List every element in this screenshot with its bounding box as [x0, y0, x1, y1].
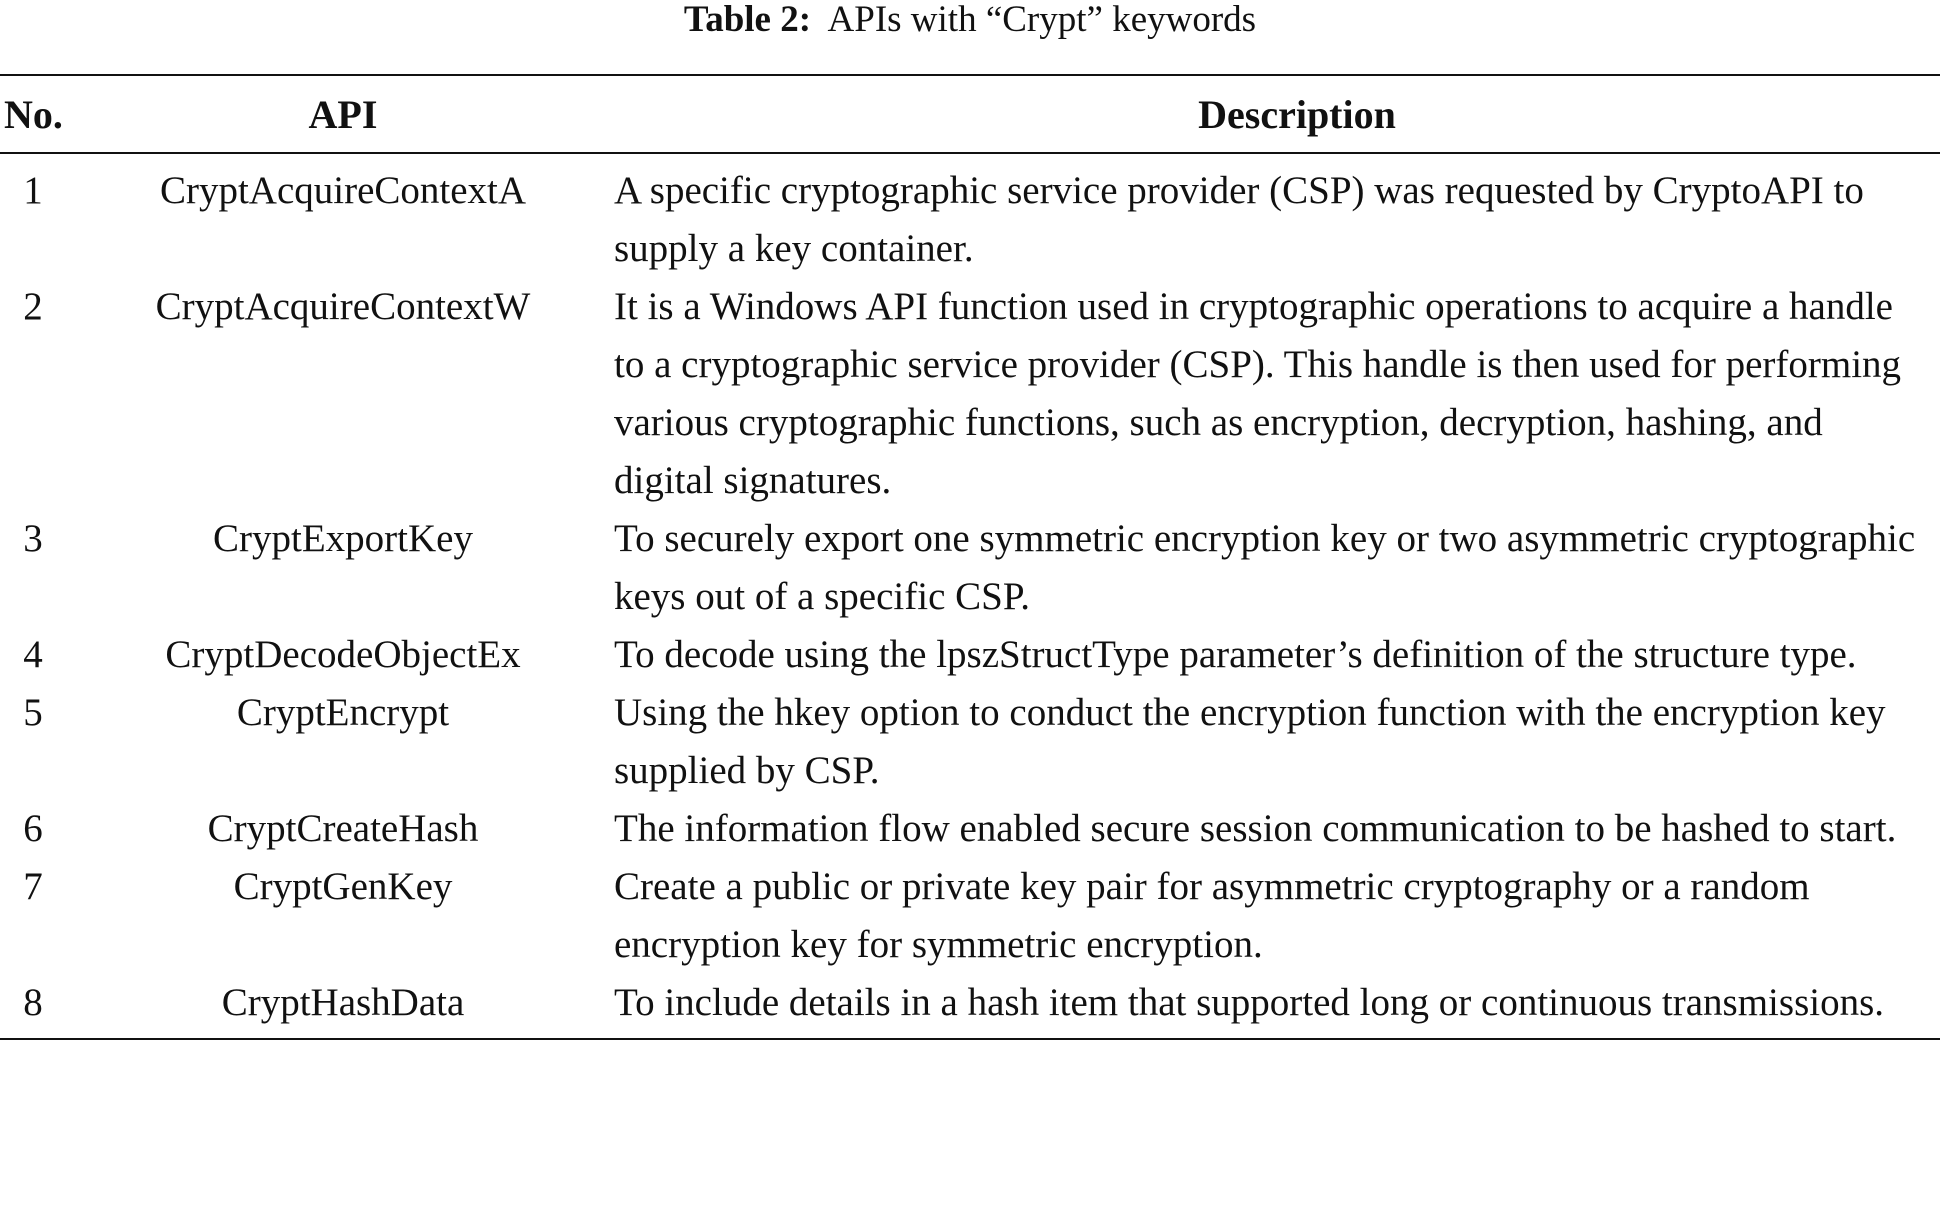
- table-caption: [0, 0, 1940, 44]
- crypt-api-table: [0, 74, 1940, 1040]
- table-row: [0, 153, 1940, 278]
- cell-description: Using the hkey option to conduct the encryption function with the encryption key supplied by CSP.: [614, 691, 1886, 792]
- cell-description: A specific cryptographic service provider (CSP) was requested by CryptoAPI to supply a key container.: [614, 169, 1864, 270]
- table-header-row: [0, 75, 1940, 153]
- cell-api: CryptCreateHash: [207, 807, 479, 850]
- table-row: [0, 800, 1940, 858]
- table-row: [0, 510, 1940, 626]
- table-row: [0, 278, 1940, 510]
- cell-api: CryptHashData: [72, 974, 614, 1039]
- table-row: [0, 684, 1940, 800]
- cell-description: Create a public or private key pair for asymmetric cryptography or a random encryption key for symmetric encryption.: [614, 865, 1810, 966]
- cell-description: To include details in a hash item that supported long or continuous transmissions.: [614, 974, 1940, 1039]
- cell-no: 8: [0, 974, 72, 1039]
- cell-api: CryptAcquireContextW: [155, 285, 531, 328]
- cell-no: 2: [23, 285, 43, 328]
- table-body: [0, 153, 1940, 1039]
- table-row: [0, 626, 1940, 684]
- cell-api: CryptGenKey: [233, 865, 453, 908]
- table-row: [0, 974, 1940, 1039]
- cell-no: 1: [23, 169, 43, 212]
- table-caption-label: Table 2:: [683, 0, 812, 40]
- cell-no: 3: [23, 517, 43, 560]
- cell-api: CryptAcquireContextA: [159, 169, 527, 212]
- cell-description: It is a Windows API function used in cryptographic operations to acquire a handle to a cryptographic service provider (CSP). This handle is then used for performing various cryptographic functions, such as encryption, decryption, hashing, and digital signatures.: [614, 285, 1902, 502]
- table-row: [0, 858, 1940, 974]
- cell-api: CryptExportKey: [213, 517, 473, 560]
- column-header-no: No.: [0, 75, 72, 153]
- column-header-description: Description: [614, 75, 1940, 153]
- cell-no: 5: [23, 691, 43, 734]
- cell-api: CryptDecodeObjectEx: [165, 633, 521, 676]
- cell-description: The information flow enabled secure session communication to be hashed to start.: [614, 807, 1897, 850]
- cell-no: 7: [23, 865, 43, 908]
- cell-api: CryptEncrypt: [236, 691, 450, 734]
- table-header: [0, 75, 1940, 153]
- column-header-api: API: [72, 75, 614, 153]
- cell-description: To decode using the lpszStructType parameter’s definition of the structure type.: [614, 633, 1857, 676]
- table-caption-text: APIs with “Crypt” keywords: [827, 0, 1257, 40]
- cell-description: To securely export one symmetric encryption key or two asymmetric cryptographic keys out of a specific CSP.: [614, 517, 1916, 618]
- cell-no: 4: [23, 633, 43, 676]
- cell-no: 6: [23, 807, 43, 850]
